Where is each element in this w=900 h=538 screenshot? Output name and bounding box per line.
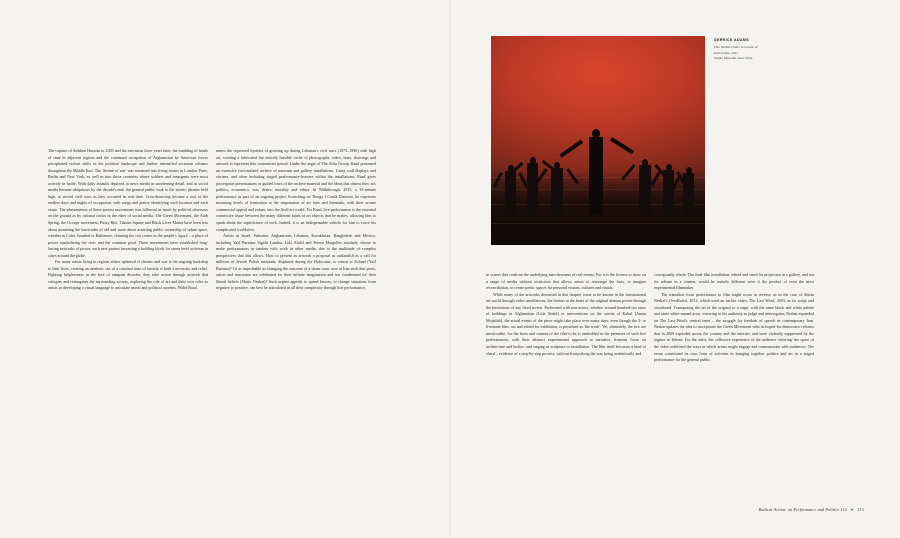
paragraph: The transition from performance to film might occur in reverse, as in the case of Shirin Neshat's OverRuled, 2012, which used an earlier video, The Last Word, 2003, as its script and storyboard. Transposing the set of the original to a stage, with the same black and white palette and same white-maned actor, towering in his authority as judge and interrogator, Neshat expanded on The Last Word's central tenet – the struggle for freedom of speech in contemporary Iran. Neshat updates the idea to incorporate the Green Movement with its hoped-for democratic reforms that in 2009 exploded across the country and the internet, and were violently suppressed by the regime in Tehran. For the artist, the collective experience of the audience 'entering' the space of the video redefined the ways in which artists might engage and communicate with audiences. The event constituted its own form of activism in bringing together politics and art in a staged performance for the general public. — [654, 291, 814, 363]
central-performer — [589, 137, 603, 215]
paragraph: For many artists living in regions where upheaval is chronic and war is the ongoing backdrop to their lives, creating an aesthetic out of a constant state of anxiety is both a necessity and relief. Fighting helplessness in the face of rampant disorder, they take action through artwork that critiques and reimagines the surrounding society, exploring the role of art and their own roles as artists in developing a visual language to articulate moral and political currents. Walid Raad — [48, 259, 208, 291]
caption-credit: Studio Museum, New York. — [714, 55, 754, 60]
paragraph: mines the repressed hysteria of growing up during Lebanon's civil wars (1975–1990) with high art, creating a fabricated but entirely feasible cache of photographs, video, texts, drawings and artwork to represent this contentious period. Under the aegis of The Atlas Group, Raad presented an extensive fictionalized archive of museum and gallery installations. Using wall displays and vitrines, and often including staged performance-lectures within the installations, Raad gives powerpoint presentations or guided tours of the archive material and the ideas that obsess him: art, politics, economics, war, desire, morality and ethics. In Walkthrough, 2015, a 35-minute performance as part of an ongoing project Scratching on Things I Could Disavow, he expresses mounting levels of frustration at the importation of art fairs and biennials, with their arcane commercial appeal and values, into the Arab art world. For Raad, live performance is the essential connective tissue between the many different kinds of art objects that he makes, allowing him to speak about the significance of each. Indeed, it is an indispensable vehicle for him to voice his complicated worldview. — [216, 148, 376, 232]
paragraph: conceptually whole. The final film installation, edited and sized for projection in a gallery, and not for release in a cinema, would be entirely different were it the product of even the most experimental filmmaker. — [654, 272, 814, 291]
page-number-left: 112 — [840, 507, 848, 512]
caption-artist: DERRICK ADAMS — [714, 38, 749, 42]
artwork-image — [491, 36, 705, 245]
paragraph: Artists in Israel, Palestine, Afghanistan, Lebanon, Kazakhstan, Bangladesh and Mexico, including Yael Bartana, Sigalit Landau, Lida Abdul and Teresa Margolles similarly choose to make performances in tandem with work in other media, due to the multitude of complex perspectives that this allows. How to present as artwork a proposal as outlandish as a call for millions of Jewish Polish nationals, displaced during the Holocaust, to return to Poland (Yael Bartana)? Or as improbable as changing the outcome of a sham court case in Iran such that poets, artists and musicians are celebrated for their infinite imagination and not condemned for their liberal beliefs (Shirin Neshat)? Such urgent appeals to upend history, to change situations from negative to positive, can best be articulated in all their complexity through live performance, — [216, 233, 376, 291]
paragraph: in scenes that confront the underlying mercilessness of real events. For it is the licence to draw on a range of media without restriction that allows artists to rearrange the facts, to imagine reconciliation, to create poetic spaces for personal visions, cultures and rituals. — [486, 272, 646, 291]
right-page-column-1 — [486, 272, 646, 357]
figure-silhouette — [639, 165, 651, 215]
figure-silhouette — [505, 171, 516, 215]
artwork-caption — [714, 38, 812, 61]
paragraph: While many of the artworks discussed in this chapter come to be known in the international art world through video installations, the livenss at the heart of the original dramas power through the limitations of any fixed screen. Performed with non-actors, whether around bombed-out ruins of buildings in Afghanistan (Lida Abdul) or interventions on the streets of Kabul (Aman Mojadidi), the actual events of the piece might take place over many days, even though the 3- or 6-minute film, cut and edited for exhibition, is presented as 'the work'. Yet, ultimately, the two are inextricable, for the form and content of the film-to-be is embedded in the premises of such live performances, with their abstract experimental approach to narrative, frequent focus on architecture and bodies, and staging as sculpture or installation. The film itself becomes a kind of shard – evidence of a step-by-step process, with each step along the way being aesthetically and — [486, 291, 646, 356]
figure-silhouette — [683, 173, 694, 215]
footer-running-head — [759, 507, 864, 512]
figure-silhouette — [663, 170, 674, 215]
figure-silhouette — [551, 168, 563, 215]
right-page-column-2 — [654, 272, 814, 364]
left-page-column-1 — [48, 148, 208, 292]
figure-silhouette — [527, 163, 538, 215]
caption-title: One Nation Under a Groove of — [714, 45, 758, 50]
running-title: Radical Action: on Performance and Politics — [758, 507, 840, 512]
caption-title-continued: Instruction, 2011 — [714, 50, 738, 55]
left-page-column-2 — [216, 148, 376, 292]
footer-ornament: ❧ — [850, 507, 854, 512]
page-number-right: 113 — [857, 507, 864, 512]
paragraph: The capture of Saddam Hussein in 2003 and his execution three years later, the tumbling of heads of state in adjacent regions and the continued occupation of Afghanistan by American forces precipitated violent shifts in the political landscape and further intensified sectarian schisms throughout the Middle East. The 'theatre of war' was streamed into living rooms in London, Paris, Berlin and New York, as well as into those countries where soldiers and insurgents were most actively in battle. With daily assaults depicted in news media in unrelenting detail, and as social media became ubiquitous by the decade's end, the general public took to the streets, phones held high, to record civil wars as they occurred in real time. Crowdsourcing became a tool of the endless days and nights of occupation, with songs and poetry identifying each location and each cause. The phenomenon of these protest movements was followed as much by political observers on the ground as by cultural critics in the ether of social media. The Green Movement, the Arab Spring, the Occupy movement, Pussy Riot, Taksim Square and Black Lives Matter have been less about mounting the barricades of old and more about asserting public ownership of urban space, whether in Cairo, Istanbul or Baltimore, claiming the city centre as the people's 'agora' – a place of power symbolizing the civic and the common good. These movements have established long-lasting networks of power, each new protest becoming a building block for street level activism in cities around the globe. — [48, 148, 208, 258]
